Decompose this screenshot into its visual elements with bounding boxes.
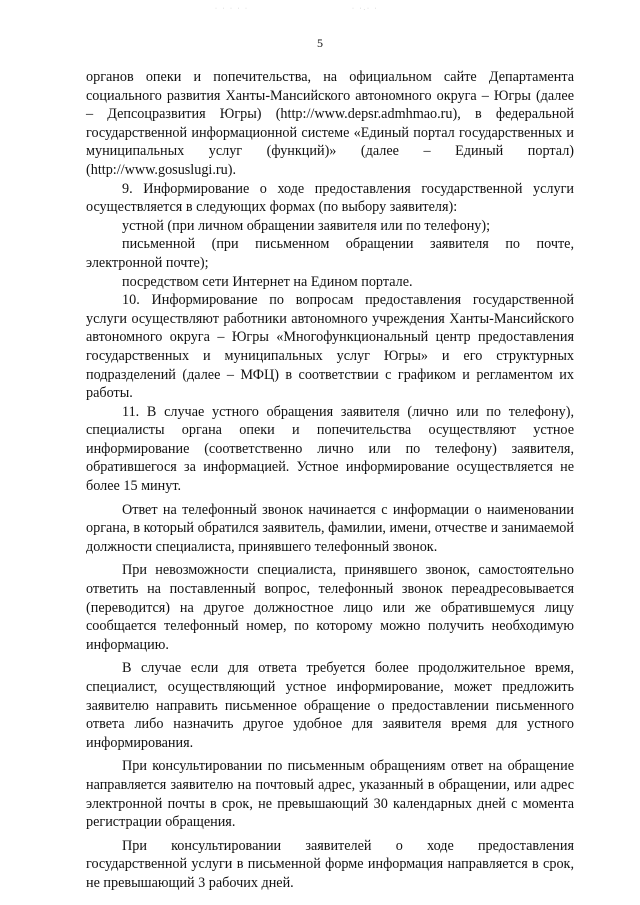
page-number: 5 <box>317 36 323 50</box>
paragraph: При консультировании заявителей о ходе предоставления государственной услуги в письменной форме информация направляется в срок, не превышающий 3 рабочих дней. <box>86 837 574 891</box>
paragraph: 9. Информирование о ходе предоставления государственной услуги осуществляется в следующих формах (по выбору заявителя): <box>86 180 574 216</box>
paragraph: 10. Информирование по вопросам предоставления государственной услуги осуществляют работники автономного учреждения Ханты-Мансийского автономного округа – Югры «Многофункциональный центр предоставления государственных и муниципальных услуг Югры» и его структурных подразделений (далее – МФЦ) в соответствии с графиком и регламентом их работы. <box>86 292 574 402</box>
scan-artifact: · ·.· · <box>352 6 379 12</box>
scan-artifact: · · · · · <box>215 6 249 12</box>
paragraph: При невозможности специалиста, принявшего звонок, самостоятельно ответить на поставленный вопрос, телефонный звонок переадресовывается (переводится) на другое должностное лицо или же обратившемуся лицу сообщается телефонный номер, по которому можно получить необходимую информацию. <box>86 562 574 653</box>
paragraph: Ответ на телефонный звонок начинается с информации о наименовании органа, в который обратился заявитель, фамилии, имени, отчестве и занимаемой должности специалиста, принявшего телефонный звонок. <box>86 501 574 555</box>
paragraph: посредством сети Интернет на Едином портале. <box>122 273 413 290</box>
paragraph: органов опеки и попечительства, на официальном сайте Департамента социального развития Ханты-Мансийского автономного округа – Югры (далее – Депсоцразвития Югры) (http://www.depsr.admhmao.ru), в федеральной государственной информационной системе «Единый портал государственных и муниципальных услуг (функций)» (далее – Единый портал) (http://www.gosuslugi.ru). <box>86 69 574 178</box>
paragraph: 11. В случае устного обращения заявителя (лично или по телефону), специалисты органа опеки и попечительства осуществляют устное информирование (соответственно лично или по телефону) заявителя, обратившегося за информацией. Устное информирование осуществляется не более 15 минут. <box>86 403 574 495</box>
paragraph: письменной (при письменном обращении заявителя по почте, электронной почте); <box>86 236 574 271</box>
paragraph: устной (при личном обращении заявителя или по телефону); <box>122 217 491 234</box>
paragraph: При консультировании по письменным обращениям ответ на обращение направляется заявителю на почтовый адрес, указанный в обращении, или адрес электронной почты в срок, не превышающий 30 календарных дней с момента регистрации обращения. <box>86 758 574 831</box>
paragraph: В случае если для ответа требуется более продолжительное время, специалист, осуществляющий устное информирование, может предложить заявителю направить письменное обращение о предоставлении письменного ответа либо назначить другое удобное для заявителя время для устного информирования. <box>86 660 574 751</box>
document-body <box>86 68 574 893</box>
